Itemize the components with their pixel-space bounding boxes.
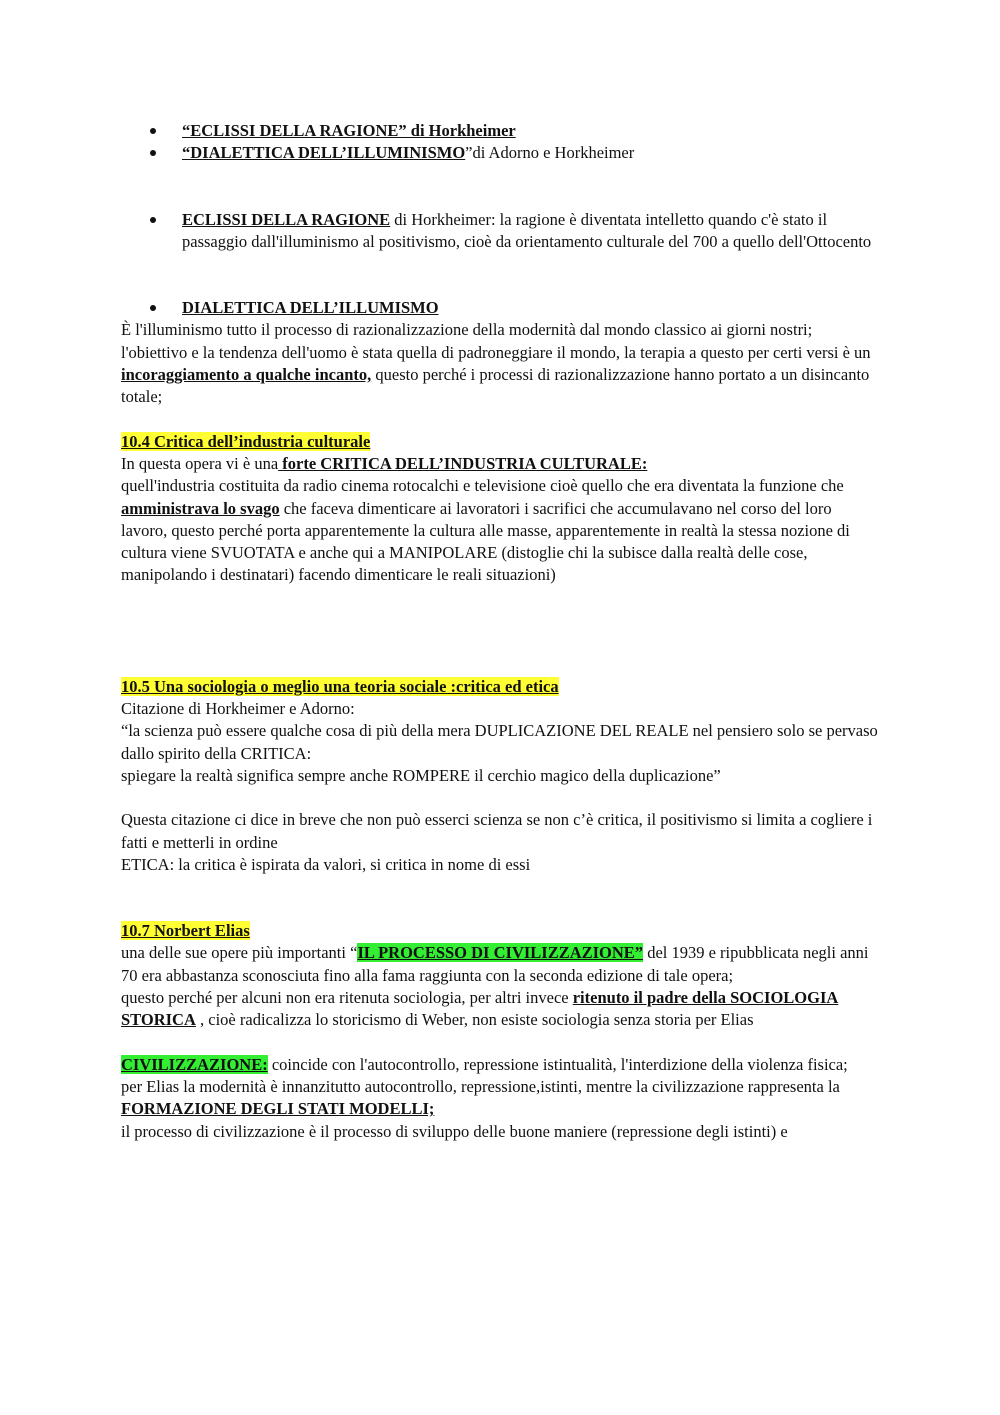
s107-paragraph-2: questo perché per alcuni non era ritenuta sociologia, per altri invece ritenuto il padre della SOCIOLOGIA STORICA , cioè radicalizza lo storicismo di Weber, non esiste sociologia senza storia per Elias (121, 988, 839, 1030)
s105-line-1: Citazione di Horkheimer e Adorno: (121, 699, 355, 719)
s105-quote-end: spiegare la realtà significa sempre anche ROMPERE il cerchio magico della duplicazione” (121, 765, 721, 785)
s107-paragraph-1: una delle sue opere più importanti “IL PROCESSO DI CIVILIZZAZIONE” del 1939 e ripubblicata negli anni 70 era abbastanza sconosciuta fino alla fama raggiunta con la seconda edizione di tale opera; (121, 943, 869, 985)
reading-list (121, 120, 881, 165)
eclissi-title: ECLISSI DELLA RAGIONE (182, 209, 391, 229)
emphasis: forte CRITICA DELL’INDUSTRIA CULTURALE: (278, 453, 648, 473)
list-item (121, 142, 881, 164)
bullet-icon (150, 150, 156, 156)
emphasis: CIVILIZZAZIONE: (121, 1054, 268, 1074)
dialettica-list (121, 297, 881, 319)
emphasis: ritenuto il padre della SOCIOLOGIA STORICA (121, 988, 839, 1030)
emphasis: incoraggiamento a qualche incanto, (121, 365, 372, 385)
section-heading-10-4: 10.4 Critica dell’industria culturale (121, 431, 371, 451)
dialettica-paragraph-2: l'obiettivo e la tendenza dell'uomo è stata quella di padroneggiare il mondo, la terapia a questo per certi versi è un incoraggiamento a qualche incanto, questo perché i processi di razionalizzazione hanno portato a un disincanto totale; (121, 342, 871, 407)
s107-paragraph-4: per Elias la modernità è innanzitutto autocontrollo, repressione,istinti, mentre la civilizzazione rappresenta la FORMAZIONE DEGLI STATI MODELLI; (121, 1076, 840, 1119)
list-item (121, 209, 881, 254)
s105-etica: ETICA: la critica è ispirata da valori, si critica in nome di essi (121, 854, 531, 874)
emphasis: IL PROCESSO DI CIVILIZZAZIONE” (357, 943, 644, 963)
eclissi-text: di Horkheimer: la ragione è diventata intelletto quando c'è stato il passaggio dall'illuminismo al positivismo, cioè da orientamento culturale del 700 a quello dell'Ottocento (182, 209, 872, 251)
list-item-text: ”di Adorno e Horkheimer (465, 143, 635, 163)
eclissi-list (121, 209, 881, 254)
list-item (121, 297, 881, 319)
dialettica-title: DIALETTICA DELL’ILLUMISMO (182, 298, 439, 318)
bullet-icon (150, 305, 156, 311)
emphasis: amministrava lo svago (121, 498, 280, 518)
bullet-icon (150, 217, 156, 223)
s107-paragraph-5: il processo di civilizzazione è il processo di sviluppo delle buone maniere (repressione degli istinti) e (121, 1121, 788, 1141)
s105-paragraph: Questa citazione ci dice in breve che non può esserci scienza se non c’è critica, il positivismo si limita a cogliere i fatti e metterli in ordine (121, 810, 873, 852)
section-heading-10-7: 10.7 Norbert Elias (121, 921, 250, 941)
s105-quote: “la scienza può essere qualche cosa di più della mera DUPLICAZIONE DEL REALE nel pensiero solo se pervaso dallo spirito della CRITICA: (121, 721, 878, 763)
list-item-title: “DIALETTICA DELL’ILLUMINISMO (182, 143, 466, 163)
s104-paragraph: quell'industria costituita da radio cinema rotocalchi e televisione cioè quello che era diventata la funzione che amministrava lo svago che faceva dimenticare ai lavoratori i sacrifici che accumulavano nel corso del loro lavoro, questo perché porta apparentemente la cultura alle masse, apparentemente in realtà la stessa nozione di cultura viene SVUOTATA e anche qui a MANIPOLARE (distoglie chi la subisce dalla realtà delle cose, manipolando i destinatari) facendo dimenticare le reali situazioni) (121, 476, 850, 585)
s107-paragraph-3: CIVILIZZAZIONE: coincide con l'autocontrollo, repressione istintualità, l'interdizione della violenza fisica; (121, 1054, 848, 1074)
list-item-title: “ECLISSI DELLA RAGIONE” di Horkheimer (182, 121, 516, 140)
list-item (121, 120, 881, 142)
s104-intro: In questa opera vi è una forte CRITICA DELL’INDUSTRIA CULTURALE: (121, 453, 648, 473)
dialettica-paragraph-1: È l'illuminismo tutto il processo di razionalizzazione della modernità dal mondo classico ai giorni nostri; (121, 320, 813, 340)
page-content (121, 120, 881, 1143)
emphasis: FORMAZIONE DEGLI STATI MODELLI; (121, 1099, 435, 1119)
bullet-icon (150, 128, 156, 134)
section-heading-10-5: 10.5 Una sociologia o meglio una teoria sociale :critica ed etica (121, 676, 559, 696)
